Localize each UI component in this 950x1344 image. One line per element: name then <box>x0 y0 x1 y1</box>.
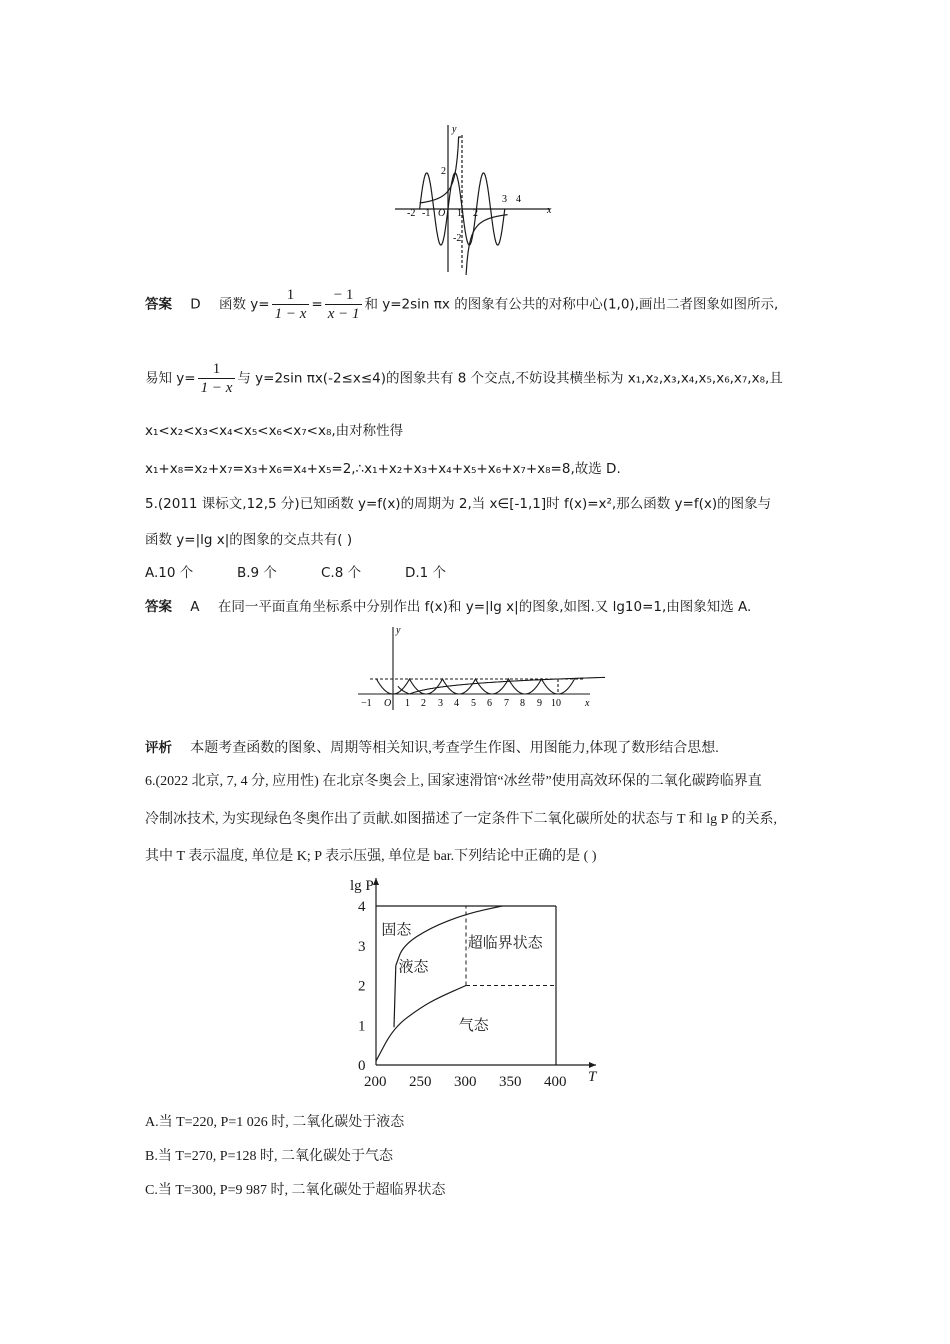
y-tick-label: 0 <box>358 1058 366 1074</box>
x-axis-label: x <box>585 698 590 709</box>
x-tick-label: 300 <box>454 1074 477 1090</box>
q5-options <box>145 563 446 583</box>
q6-line-1: 6.(2022 北京, 7, 4 分, 应用性) 在北京冬奥会上, 国家速滑馆“冰丝带”使用高效环保的二氧化碳跨临界直 <box>145 774 762 789</box>
tick-y-2: 2 <box>441 166 446 177</box>
fraction-2: $\frac{- 1}{x - 1}$ <box>325 286 363 323</box>
gas-liquid-boundary <box>376 986 466 1062</box>
graph-periodic-log <box>355 622 605 712</box>
tick-x-neg2: -2 <box>407 208 416 219</box>
review-line <box>145 738 719 759</box>
tick-origin: O <box>438 208 446 219</box>
region-label-liquid: 液态 <box>398 959 429 976</box>
x-axis-label: T <box>588 1069 597 1085</box>
x-axis-label: x <box>547 205 552 216</box>
tick-4: 4 <box>454 698 459 709</box>
tick-x-4: 4 <box>516 194 521 205</box>
q6-line-3: 其中 T 表示温度, 单位是 K; P 表示压强, 单位是 bar.下列结论中正确的是 ( ) <box>145 849 597 864</box>
tick-6: 6 <box>487 698 492 709</box>
fraction-1: $\frac{1}{1 - x}$ <box>272 286 310 323</box>
q5-line-1: 5.(2011 课标文,12,5 分)已知函数 y=f(x)的周期为 2,当 x∈[-1,1]时 f(x)=x²,那么函数 y=f(x)的图象与 <box>145 496 772 512</box>
region-label-gas: 气态 <box>458 1018 489 1035</box>
y-axis-label: lg P <box>350 878 374 894</box>
answer-text-b: 和 y=2sin πx 的图象有公共的对称中心(1,0),画出二者图象如图所示, <box>364 296 779 313</box>
answer-line-4: x₁+x₈=x₂+x₇=x₃+x₆=x₄+x₅=2,∴x₁+x₂+x₃+x₄+x₅+x₆+x₇+x₈=8,故选 D. <box>145 461 621 477</box>
q6-option-b: B.当 T=270, P=128 时, 二氧化碳处于气态 <box>145 1149 393 1164</box>
q5-option-a: A.10 个 <box>145 565 194 581</box>
x-axis-arrow <box>589 1062 596 1068</box>
answer-line-2 <box>145 360 783 397</box>
review-label: 评析 <box>145 740 172 756</box>
tick-9: 9 <box>537 698 542 709</box>
q5-line-2: 函数 y=|lg x|的图象的交点共有( ) <box>145 532 353 548</box>
x-tick-label: 350 <box>499 1074 522 1090</box>
region-label-supercritical: 超临界状态 <box>467 935 543 952</box>
answer-line-3: x₁<x₂<x₃<x₄<x₅<x₆<x₇<x₈,由对称性得 <box>145 423 404 439</box>
tick-5: 5 <box>471 698 476 709</box>
x-tick-label: 200 <box>364 1074 387 1090</box>
y-axis-label: y <box>452 124 457 135</box>
answer5-text: 在同一平面直角坐标系中分别作出 f(x)和 y=|lg x|的图象,如图.又 lg10=1,由图象知选 A. <box>217 599 752 615</box>
tick-y-neg2: -2 <box>453 233 462 244</box>
q6-option-c: C.当 T=300, P=9 987 时, 二氧化碳处于超临界状态 <box>145 1183 446 1198</box>
tick-x-3: 3 <box>502 194 507 205</box>
y-tick-label: 1 <box>358 1018 366 1035</box>
tick-7: 7 <box>504 698 509 709</box>
x-tick-label: 400 <box>544 1074 567 1090</box>
y-tick-label: 3 <box>358 938 366 955</box>
q5-option-b: B.9 个 <box>237 565 277 581</box>
y-tick-label: 2 <box>358 978 366 995</box>
solid-liquid-vertical-boundary <box>394 966 396 1028</box>
periodic-parabola-curve <box>377 679 575 694</box>
phase-diagram-chart <box>340 872 620 1092</box>
answer-text-a: 函数 y= <box>219 296 270 313</box>
y-axis-arrow <box>373 878 379 885</box>
q6-line-2: 冷制冰技术, 为实现绿色冬奥作出了贡献.如图描述了一定条件下二氧化碳所处的状态与 T 和 lg P 的关系, <box>145 812 777 827</box>
y-tick-label: 4 <box>358 899 366 915</box>
tick-2: 2 <box>421 698 426 709</box>
answer-text-c: 易知 y= <box>145 370 196 387</box>
equals-sign: = <box>311 296 323 313</box>
tick-3: 3 <box>438 698 443 709</box>
tick-8: 8 <box>520 698 525 709</box>
fraction-3: $\frac{1}{1 - x}$ <box>198 360 236 397</box>
y-axis-label: y <box>396 625 401 636</box>
tick-10: 10 <box>551 698 561 709</box>
tick-1: 1 <box>405 698 410 709</box>
answer5-line <box>145 597 751 617</box>
x-tick-label: 250 <box>409 1074 432 1090</box>
tick-x-2: 2 <box>473 208 478 219</box>
tick-origin: O <box>384 698 392 709</box>
q6-option-a: A.当 T=220, P=1 026 时, 二氧化碳处于液态 <box>145 1115 405 1130</box>
answer-letter: D <box>190 296 201 313</box>
q5-option-d: D.1 个 <box>405 565 447 581</box>
tick-neg1: −1 <box>361 698 372 709</box>
answer5-label: 答案 <box>145 599 172 615</box>
region-label-solid: 固态 <box>381 922 412 939</box>
answer-label: 答案 <box>145 296 172 313</box>
tick-x-1: 1 <box>457 208 462 219</box>
review-text: 本题考查函数的图象、周期等相关知识,考查学生作图、用图能力,体现了数形结合思想. <box>190 741 719 756</box>
answer-text-d: 与 y=2sin πx(-2≤x≤4)的图象共有 8 个交点,不妨设其横坐标为 x₁,x₂,x₃,x₄,x₅,x₆,x₇,x₈,且 <box>237 370 783 387</box>
graph-sin-hyperbola <box>390 120 560 275</box>
tick-x-neg1: -1 <box>422 208 431 219</box>
answer-line-1 <box>145 286 778 323</box>
q5-option-c: C.8 个 <box>321 565 362 581</box>
answer5-letter: A <box>190 599 200 615</box>
